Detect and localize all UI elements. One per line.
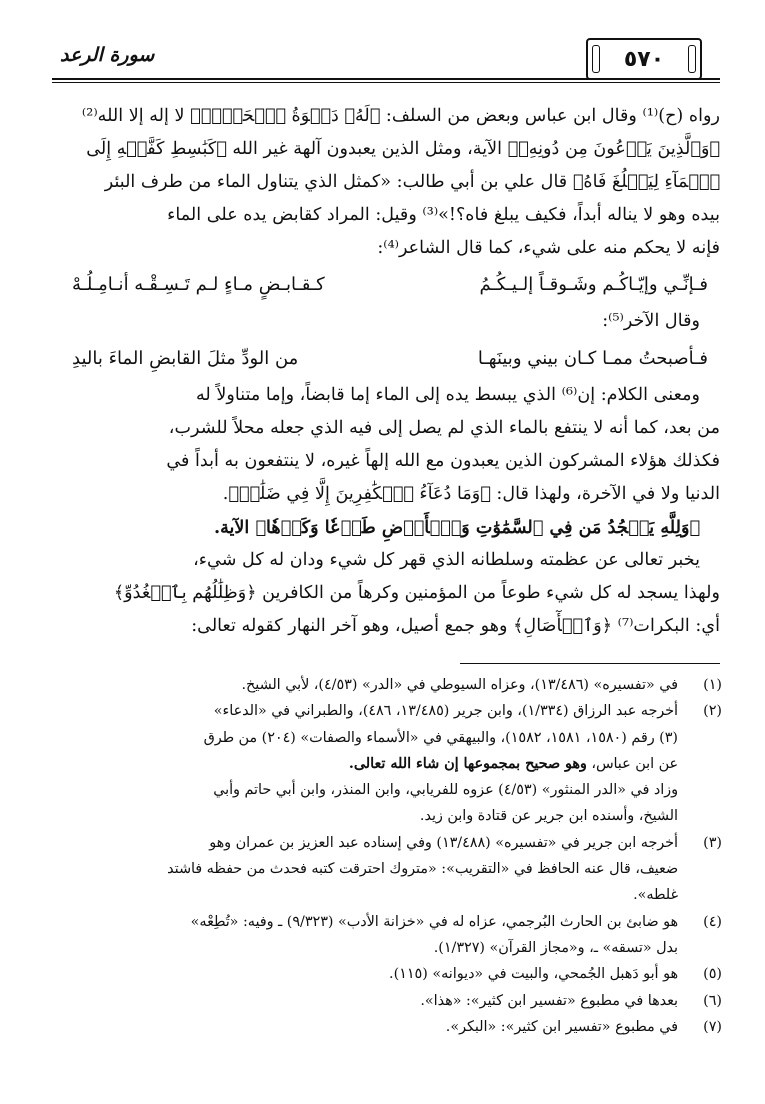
text-line: أي: البكرات⁽⁷⁾ ﴿وَٱلۡأٓصَالِ﴾ وهو جمع أصيل، وهو آخر النهار كقوله تعالى: (191, 616, 720, 637)
footnote-line: وزاد في «الدر المنثور» (٤/٥٣) عزوه للفريابي، وابن المنذر، وابن أبي حاتم وأبي (213, 782, 678, 799)
footnote-divider (460, 663, 720, 664)
header-rule (52, 78, 720, 80)
footnote-item (46, 1014, 722, 1040)
page-number: ٥٧٠ (623, 46, 665, 72)
footnote-emphasis: وهو صحيح بمجموعها إن شاء الله تعالى. (348, 755, 587, 772)
footnote-line: أخرجه ابن جرير في «تفسيره» (١٣/٤٨٨) وفي إسناده عبد العزيز بن عمران وهو (209, 834, 678, 851)
poem-hemistich-second: كـقـابـضٍ مـاءٍ لـم تَـسِـقْـه أنـامِـلُـهْ (72, 274, 325, 296)
footnote-line: في «تفسيره» (١٣/٤٨٦)، وعزاه السيوطي في «الدر» (٤/٥٣)، لأبي الشيخ. (241, 677, 678, 693)
footnote-line-part: عن ابن عباس، وهو صحيح بمجموعها إن شاء الله تعالى. (348, 755, 678, 772)
footnote-number: (٣) (703, 834, 722, 851)
quran-verse-heading: ﴿وَلِلَّهِ يَسۡجُدُ مَن فِي ٱلسَّمَٰوَٰتِ وَٱلۡأَرۡضِ طَوۡعٗا وَكَرۡهٗا﴾ الآية. (213, 516, 700, 538)
text-line: ولهذا يسجد له كل شيء طوعاً من المؤمنين وكرهاً من الكافرين ﴿وَظِلَٰلُهُم بِٱلۡغُدُوِّ﴾ (113, 583, 720, 604)
footnote-line: ضعيف، قال عنه الحافظ في «التقريب»: «متروك احترقت كتبه فحدث من حفظه فاشتد (167, 861, 678, 878)
page-number-frame (586, 38, 702, 80)
footnote-line: الشيخ، وأسنده ابن جرير عن قتادة وابن زيد. (419, 808, 678, 825)
footnote-item (46, 961, 722, 987)
text-line: الدنيا ولا في الآخرة، ولهذا قال: ﴿وَمَا دُعَآءُ ٱلۡكَٰفِرِينَ إِلَّا فِي ضَلَٰلٖ﴾. (222, 483, 720, 504)
footnote-line: أخرجه عبد الرزاق (١/٣٣٤)، وابن جرير (١٣/٤٨٥، ٤٨٦)، والطبراني في «الدعاء» (213, 703, 678, 720)
footnote-body (46, 698, 678, 829)
poem-hemistich-second: من الودِّ مثلَ القابضِ الماءَ باليدِ (72, 347, 299, 369)
footnote-line: في مطبوع «تفسير ابن كثير»: «البكر». (445, 1018, 678, 1035)
footnote-number: (١) (703, 677, 722, 693)
footnote-number: (٧) (703, 1018, 722, 1035)
footnote-body (46, 909, 678, 962)
footnote-item (46, 672, 722, 698)
footnote-body (46, 988, 678, 1014)
footnote-item (46, 830, 722, 909)
poem-verse-2 (58, 339, 720, 379)
header-rule-thin (52, 82, 720, 83)
text-line: رواه (ح)⁽¹⁾ وقال ابن عباس وبعض من السلف: ﴿لَهُۥ دَعۡوَةُ ٱلۡحَقِّۖ﴾ لا إله إلا الله⁽²⁾ (81, 106, 720, 126)
footnote-line: (٣) رقم (١٥٨٠، ١٥٨١، ١٥٨٢)، والبيهقي في «الأسماء والصفات» (٢٠٤) من طرق (203, 729, 678, 746)
footnote-line: هو أبو دَهبل الجُمحي، والبيت في «ديوانه» (١١٥). (389, 966, 678, 983)
text-line: فإنه لا يحكم منه على شيء، كما قال الشاعر⁽⁴⁾: (377, 238, 720, 259)
footnote-number: (٢) (703, 703, 722, 720)
text-line: وقال الآخر⁽⁵⁾: (602, 311, 700, 332)
footnote-line: غلطه». (633, 887, 678, 904)
footnote-number: (٤) (703, 913, 722, 930)
footnote-item (46, 988, 722, 1014)
footnote-item (46, 698, 722, 829)
text-line: فكذلك هؤلاء المشركون الذين يعبدون مع الله إلهاً غيره، لا ينتفعون به أبداً في (166, 450, 720, 471)
footnote-body (46, 1014, 678, 1040)
footnote-body (46, 961, 678, 987)
footnote-body (46, 672, 678, 698)
footnote-number: (٦) (703, 992, 722, 1009)
text-line: يخبر تعالى عن عظمته وسلطانه الذي قهر كل شيء ودان له كل شيء، (193, 550, 700, 571)
footnote-number: (٥) (703, 966, 722, 983)
surah-title: سورة الرعد (60, 44, 155, 66)
footnote-line-with-emphasis (46, 751, 678, 777)
text-line: ومعنى الكلام: إن⁽⁶⁾ الذي يبسط يده إلى الماء إما قابضاً، وإما متناولاً له (196, 384, 700, 405)
page-header (52, 38, 720, 84)
footnote-line: بدل «تسقه» ـ، و«مجاز القرآن» (١/٣٢٧). (433, 939, 678, 956)
footnote-item (46, 909, 722, 962)
poem-hemistich-first: فـأصبحتُ ممـا كـان بيني وبينَهـا (477, 347, 708, 369)
footnote-body (46, 830, 678, 909)
text-line: ﴿وَٱلَّذِينَ يَدۡعُونَ مِن دُونِهِۦ﴾ الآية، ومثل الذين يعبدون آلهة غير الله ﴿كَبَٰسِطِ كَفَّيۡهِ إِلَى (86, 139, 720, 160)
footnote-line: هو ضابئ بن الحارث البُرجمي، عزاه له في «خزانة الأدب» (٩/٣٢٣) ـ وفيه: «تُطِعْه» (190, 913, 678, 930)
text-line: بيده وهو لا يناله أبداً، فكيف يبلغ فاه؟!»⁽³⁾ وقيل: المراد كقابض يده على الماء (167, 205, 720, 226)
footnotes (46, 672, 722, 1040)
text-line: من بعد، كما أنه لا ينتفع بالماء الذي لم يصل إلى فيه الذي جعله محلاً للشرب، (168, 417, 720, 438)
main-text (58, 100, 720, 643)
poem-verse-1 (58, 265, 720, 305)
text-line: ٱلۡمَآءِ لِيَبۡلُغَ فَاهُ﴾ قال علي بن أبي طالب: «كمثل الذي يتناول الماء من طرف البئر (104, 172, 720, 193)
poem-hemistich-first: فـإنِّـي وإيّـاكُـم وشَـوقـاً إلـيـكُـمُ (479, 274, 708, 296)
footnote-line: بعدها في مطبوع «تفسير ابن كثير»: «هذا». (420, 992, 678, 1009)
